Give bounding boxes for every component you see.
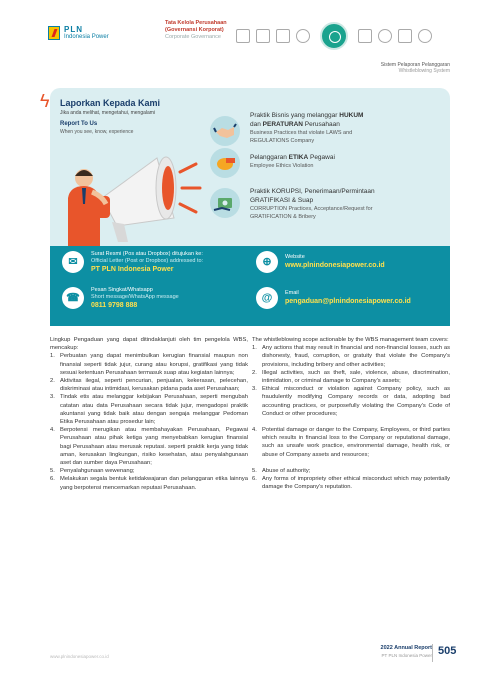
item-text: Praktik KORUPSI, Penerimaan/Permintaan (250, 188, 375, 195)
item-text: GRATIFIKASI & Suap (250, 197, 314, 204)
contact-website (285, 254, 385, 271)
chapter-nav (236, 22, 432, 50)
leaf-icon[interactable] (378, 29, 392, 43)
report-to-en: When you see, know, experience (60, 129, 134, 135)
factory-icon[interactable] (398, 29, 412, 43)
list-item: 4. Berpotensi merugikan atau membahayakan Perusahaan, Pegawai Perusahaan atau pihak ketiga yang menyebabkan kerugian finansial bagi Perusahaan atau merusak reputasi. seperti praktik kerja yang tidak aman, kerusakan lingkungan, risiko kesehatan, atau penyalahgunaan aset dan sumber daya Perusahaan; (50, 427, 248, 467)
ethics-violation-item (250, 153, 335, 170)
footer-url[interactable]: www.plnindonesiapower.co.id (50, 654, 109, 659)
section-title (165, 20, 227, 41)
list-item: 5. Penyalahgunaan wewenang; (50, 468, 135, 475)
people-icon[interactable] (296, 29, 310, 43)
section-title-id: Tata Kelola Perusahaan (165, 20, 227, 26)
item-emphasis: PERATURAN (262, 121, 303, 128)
page-number: 505 (438, 645, 457, 657)
contact-label: Surat Resmi (Pos atau Dropbox) ditujukan ke: (91, 251, 203, 257)
page-header (0, 0, 480, 60)
item-text: Pelanggaran (250, 154, 289, 161)
mail-icon: ✉ (62, 251, 84, 273)
list-item: 2. Illegal activities, such as theft, sale, violence, abuse, discrimination, intimidation, or criminal damage to Company's assets; (252, 369, 450, 385)
certificate-icon[interactable] (418, 29, 432, 43)
globe-icon[interactable] (358, 29, 372, 43)
lightning-icon: ϟ (40, 91, 50, 111)
section-title-en: Corporate Governance (165, 34, 221, 40)
violation-law-item (250, 111, 363, 145)
contact-label: Pesan Singkat/Whatsapp (91, 287, 153, 293)
contact-value[interactable]: 0811 9798 888 (91, 302, 138, 309)
item-text: Pegawai (308, 154, 335, 161)
subsection-label-id: Sistem Pelaporan Pelanggaran (380, 62, 450, 68)
contact-sms (91, 287, 179, 311)
report-subtitle: Jika anda melihat, mengetahui, mengalami (60, 110, 156, 116)
scope-list (50, 352, 248, 491)
chat-icon: ☎ (62, 287, 84, 309)
globe-icon: ⊕ (256, 251, 278, 273)
list-item: 6. Any forms of impropriety other ethical misconduct which may potentially damage the Company's reputation. (252, 476, 450, 491)
contact-value: PT PLN Indonesia Power (91, 266, 174, 273)
list-item: 2. Aktivitas ilegal, seperti pencurian, penjualan, kekerasan, pelecehan, diskriminasi atau intimidasi, kerusakan pidana pada aset Perusahaan; (50, 378, 248, 393)
list-item: 5. Abuse of authority; (252, 467, 311, 474)
contact-label: Website (285, 254, 305, 260)
logo-subtitle: Indonesia Power (64, 34, 109, 40)
scope-english (252, 336, 450, 491)
scope-intro: Lingkup Pengaduan yang dapat ditindaklanjuti oleh tim pengelola WBS, mencakup: (50, 337, 248, 352)
megaphone-illustration (62, 138, 204, 246)
website-link[interactable]: www.plnindonesiapower.co.id (285, 262, 385, 269)
contact-letter (91, 251, 203, 275)
report-to: Report To Us (60, 121, 98, 127)
list-item: 1. Perbuatan yang dapat menimbulkan kerugian finansial maupun non finansial seperti tidak jujur, curang atau korupsi, gratifikasi yang tidak sesuai ketentuan Perusahaan termasuk suap atau kegiatan lainnya; (50, 353, 248, 376)
building-icon[interactable] (256, 29, 270, 43)
logo-name: PLN (64, 25, 83, 34)
footer-report (352, 645, 432, 659)
list-item: 6. Melakukan segala bentuk ketidakwajaran dan pelanggaran etika lainnya yang berpotensi mencemarkan reputasi Perusahaan. (50, 476, 248, 491)
corruption-item (250, 187, 375, 221)
section-title-id2: (Governansi Korporat) (165, 27, 224, 33)
scope-list (252, 344, 450, 491)
report-title: Laporkan Kepada Kami (60, 98, 161, 108)
governance-icon[interactable] (320, 22, 348, 50)
item-text: Praktik Bisnis yang melanggar (250, 112, 340, 119)
item-en: Business Practices that violate LAWS and (250, 130, 353, 136)
contact-email (285, 290, 411, 307)
list-item: 3. Tindak etis atau melanggar kebijakan Perusahaan, seperti mengubah catatan atau data Perusahaan secara tidak jujur, mengadopsi praktik akuntansi yang tidak baik atau dengan sengaja melanggar Pedoman Etika Perusahaan atau prosedur lain; (50, 394, 248, 426)
footer-divider (432, 644, 433, 662)
contact-label: Email (285, 290, 299, 296)
whistle-icon (210, 148, 240, 178)
footer-company: PT PLN Indonesia Power (381, 653, 432, 658)
subsection-label-en: Whistleblowing System (398, 68, 450, 74)
item-emphasis: HUKUM (339, 112, 364, 119)
subsection-label (381, 62, 450, 74)
item-en: REGULATIONS Company (250, 138, 315, 144)
scope-intro: The whistleblowing scope actionable by the WBS management team covers: (252, 337, 449, 343)
company-logo (48, 26, 109, 40)
item-en: CORRUPTION Practices, Acceptance/Request for (250, 206, 373, 212)
handshake-icon (210, 116, 240, 146)
footer-report-title: 2022 Annual Report (380, 645, 432, 651)
email-link[interactable]: pengaduan@plnindonesiapower.co.id (285, 298, 411, 305)
at-icon: @ (256, 287, 278, 309)
contact-label-en: Official Letter (Post or Dropbox) addressed to: (91, 258, 204, 264)
pln-logo-icon (48, 26, 60, 40)
list-item: 3. Ethical misconduct or violation against Company policy, such as fraudulently modifying Company records or data, adopting bad accounting practices, or purposefully violating the Company's Code of Conduct or other procedures; (252, 386, 450, 417)
contact-label-en: Short message/WhatsApp message (91, 294, 179, 300)
list-item: 1. Any actions that may result in financial and non-financial losses, such as dishonesty, fraud, corruption, or gratuity that violate the Company's provisions, including bribery and other activities; (252, 345, 450, 368)
document-icon[interactable] (236, 29, 250, 43)
item-en: GRATIFICATION & Bribery (250, 214, 316, 220)
chart-icon[interactable] (276, 29, 290, 43)
item-text: dan (250, 121, 263, 128)
scope-indonesian (50, 336, 248, 492)
item-en: Employee Ethics Violation (250, 163, 314, 169)
bribe-icon (210, 188, 240, 218)
item-text: Perusahaan (302, 121, 340, 128)
list-item: 4. Potential damage or danger to the Company, Employees, or third parties which results in financial loss to the Company or reputational damage, such as unsafe work practice, environmental damage, health risk, or abuse of Company assets and resources; (252, 427, 450, 458)
item-emphasis: ETIKA (288, 154, 309, 161)
